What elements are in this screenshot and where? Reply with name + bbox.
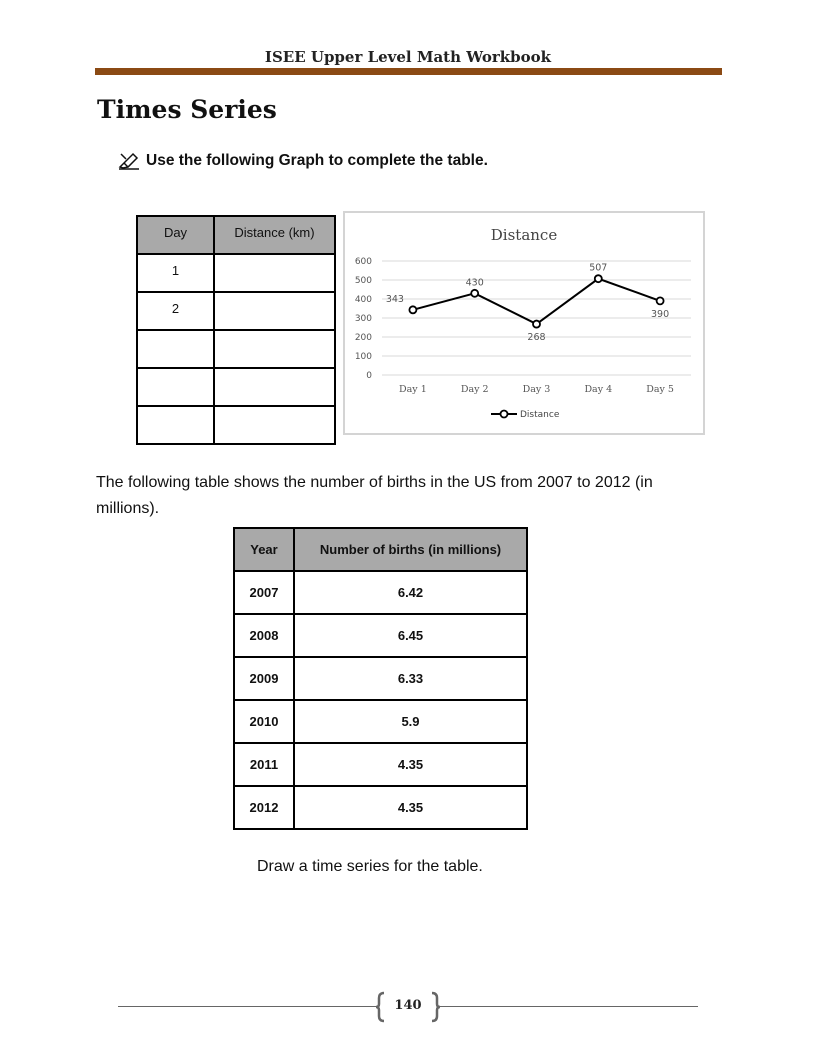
data-point xyxy=(595,275,602,282)
series-line xyxy=(413,279,660,324)
table-row xyxy=(234,614,527,657)
table-cell xyxy=(214,406,335,444)
table-row xyxy=(234,571,527,614)
table-cell: 5.9 xyxy=(294,700,527,743)
table-cell: 2009 xyxy=(234,657,294,700)
table-row xyxy=(137,292,335,330)
table-cell: 2011 xyxy=(234,743,294,786)
table-row xyxy=(234,700,527,743)
table-row xyxy=(234,657,527,700)
births-intro: The following table shows the number of births in the US from 2007 to 2012 (in millions). xyxy=(96,474,653,517)
legend-label: Distance xyxy=(520,410,560,420)
table-header-row xyxy=(234,528,527,571)
table-row xyxy=(137,254,335,292)
table-cell xyxy=(137,330,214,368)
data-point xyxy=(409,306,416,313)
footer-rule-left xyxy=(118,1006,376,1007)
data-point xyxy=(657,297,664,304)
task-text: Draw a time series for the table. xyxy=(257,858,483,875)
column-header-births: Number of births (in millions) xyxy=(294,528,527,571)
table-cell: 4.35 xyxy=(294,743,527,786)
chart-title: Distance xyxy=(490,226,558,244)
distance-table xyxy=(136,215,336,445)
table-row xyxy=(137,406,335,444)
x-tick-label: Day 2 xyxy=(460,384,489,395)
data-point xyxy=(533,321,540,328)
legend-marker xyxy=(501,411,508,418)
y-tick-label: 0 xyxy=(366,371,372,381)
column-header-distance: Distance (km) xyxy=(214,216,335,254)
page-number-frame xyxy=(376,991,440,1023)
y-tick-label: 300 xyxy=(354,314,372,324)
table-cell: 2 xyxy=(137,292,214,330)
table-header-row xyxy=(137,216,335,254)
table-row xyxy=(234,743,527,786)
table-cell: 2012 xyxy=(234,786,294,829)
table-cell: 6.42 xyxy=(294,571,527,614)
distance-chart xyxy=(343,211,705,435)
table-cell xyxy=(214,254,335,292)
x-tick-label: Day 5 xyxy=(646,384,674,395)
workbook-title: ISEE Upper Level Math Workbook xyxy=(264,48,552,66)
page-number: 140 xyxy=(394,998,422,1013)
table-row xyxy=(137,330,335,368)
table-cell: 1 xyxy=(137,254,214,292)
footer-rule-right xyxy=(440,1006,698,1007)
table-cell xyxy=(137,368,214,406)
y-tick-label: 500 xyxy=(354,276,372,286)
x-tick-label: Day 1 xyxy=(399,384,427,395)
x-tick-label: Day 4 xyxy=(584,384,613,395)
distance-chart-svg xyxy=(345,213,703,433)
table-cell xyxy=(137,406,214,444)
table-cell: 6.33 xyxy=(294,657,527,700)
y-tick-label: 100 xyxy=(354,352,372,362)
table-cell: 2008 xyxy=(234,614,294,657)
data-label: 507 xyxy=(589,262,608,274)
table-cell xyxy=(214,330,335,368)
table-cell: 2010 xyxy=(234,700,294,743)
y-tick-label: 600 xyxy=(354,257,372,267)
x-tick-label: Day 3 xyxy=(522,384,551,395)
chart-legend xyxy=(491,410,560,420)
table-cell xyxy=(214,368,335,406)
header-divider xyxy=(95,68,722,75)
data-label: 268 xyxy=(527,332,546,344)
instruction xyxy=(118,152,488,170)
table-row xyxy=(234,786,527,829)
column-header-day: Day xyxy=(137,216,214,254)
data-point xyxy=(471,290,478,297)
table-cell: 6.45 xyxy=(294,614,527,657)
pencil-icon xyxy=(118,152,140,170)
table-row xyxy=(137,368,335,406)
data-label: 343 xyxy=(385,293,404,305)
births-table xyxy=(233,527,528,830)
column-header-year: Year xyxy=(234,528,294,571)
data-label: 430 xyxy=(465,277,484,289)
table-cell xyxy=(214,292,335,330)
table-cell: 4.35 xyxy=(294,786,527,829)
y-tick-label: 400 xyxy=(354,295,372,305)
data-label: 390 xyxy=(651,308,670,320)
section-title: Times Series xyxy=(97,95,277,124)
table-cell: 2007 xyxy=(234,571,294,614)
y-tick-label: 200 xyxy=(354,333,372,343)
instruction-text: Use the following Graph to complete the table. xyxy=(146,152,488,169)
